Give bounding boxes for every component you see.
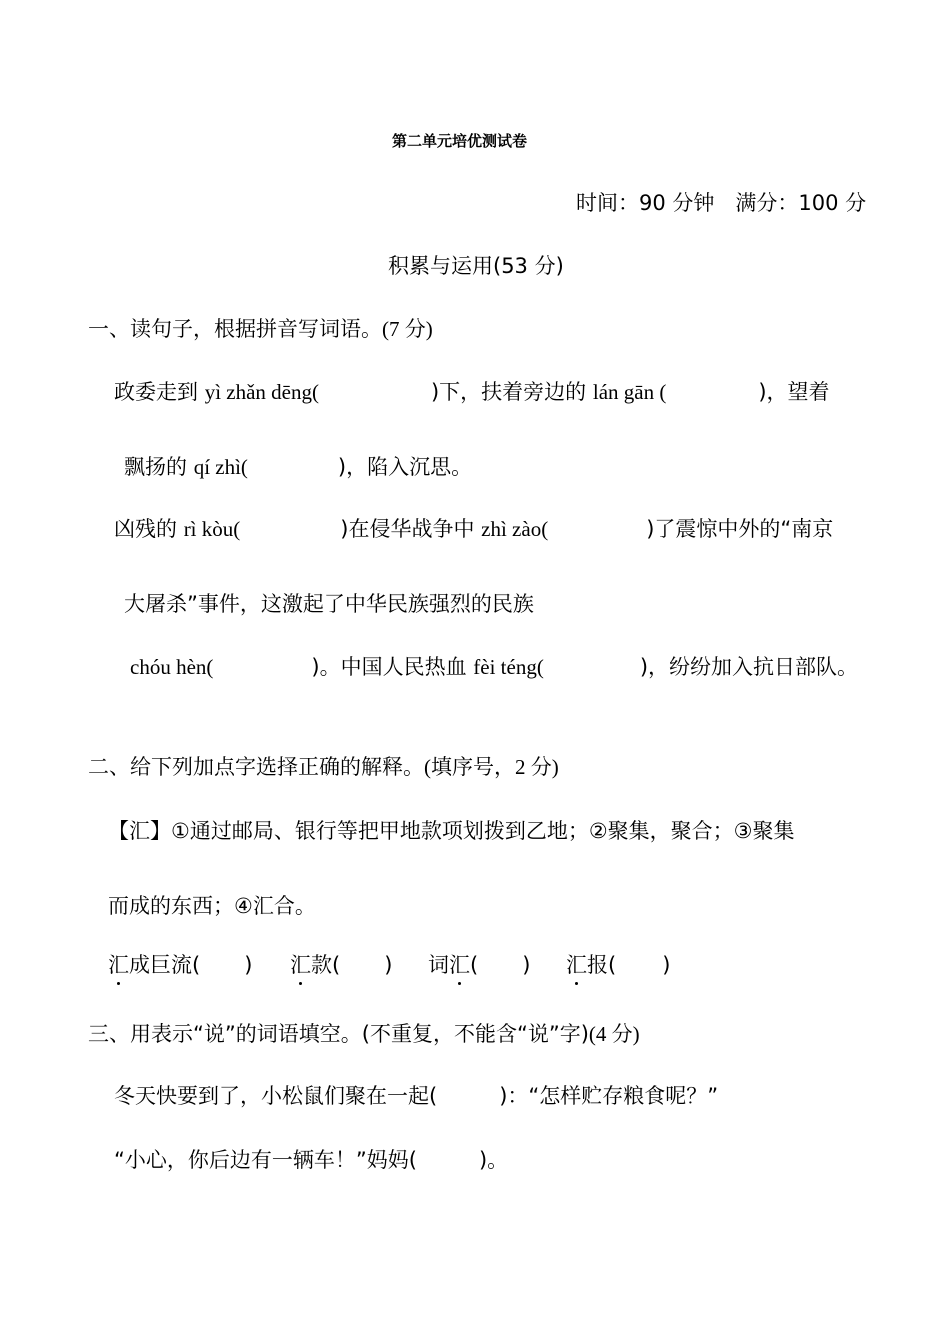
page-title: 第二单元培优测试卷 bbox=[392, 132, 528, 150]
q2-heading bbox=[88, 757, 559, 778]
time-info: 时间：90 分钟 满分：100 分 bbox=[576, 191, 867, 215]
q1-l2b: )，陷入沉思。 bbox=[337, 455, 473, 479]
q3-l2b: )。 bbox=[478, 1148, 509, 1172]
q1-l2a: 飘扬的 bbox=[124, 455, 194, 479]
dotted-char: 汇 bbox=[566, 953, 587, 977]
q1-line-3 bbox=[114, 519, 833, 540]
pinyin-chou-hen: chóu hèn( bbox=[130, 655, 214, 679]
q3-heading bbox=[88, 1024, 640, 1045]
dotted-char: 汇 bbox=[449, 953, 470, 977]
pinyin-fei-teng: fèi téng( bbox=[473, 655, 544, 679]
q1-l1a: 政委走到 bbox=[114, 380, 205, 404]
pinyin-qi-zhi: qí zhì( bbox=[193, 455, 248, 479]
q1-l5b: )，纷纷加入抗日部队。 bbox=[639, 655, 859, 679]
q1-l3b: )在侵华战争中 bbox=[340, 517, 482, 541]
q2-w3-first: 词 bbox=[428, 953, 449, 977]
q2-w3-close: ) bbox=[522, 953, 531, 977]
q2-heading-text: 二、给下列加点字选择正确的解释。 bbox=[88, 755, 424, 779]
q3-line-1 bbox=[114, 1086, 718, 1107]
section-title-text: 积累与运用(53 分) bbox=[388, 254, 564, 278]
q3-l1a: 冬天快要到了，小松鼠们聚在一起( bbox=[114, 1084, 438, 1108]
q2-word-2 bbox=[290, 955, 392, 976]
pinyin-zhi-zao: zhì zào( bbox=[481, 517, 549, 541]
dotted-char: 汇 bbox=[108, 953, 129, 977]
q1-l1c: )，望着 bbox=[758, 380, 830, 404]
q2-word-1 bbox=[108, 955, 252, 976]
pinyin-lan-gan: lán gān ( bbox=[592, 380, 667, 404]
q2-w2-close: ) bbox=[384, 953, 393, 977]
q3-line-2 bbox=[114, 1150, 508, 1171]
pinyin-yi-zhan-deng: yì zhǎn dēng( bbox=[204, 380, 319, 404]
q3-heading-text: 三、用表示“说”的词语填空。(不重复，不能含“说”字) bbox=[88, 1022, 589, 1046]
q1-line-1 bbox=[114, 382, 830, 403]
q3-l2a: “小心，你后边有一辆车！”妈妈( bbox=[114, 1148, 417, 1172]
q1-heading bbox=[88, 319, 433, 340]
q1-heading-text: 一、读句子，根据拼音写词语。 bbox=[88, 317, 382, 341]
q1-l3c: )了震惊中外的“南京 bbox=[646, 517, 834, 541]
q1-l3a: 凶残的 bbox=[114, 517, 184, 541]
q1-l1b: )下，扶着旁边的 bbox=[430, 380, 593, 404]
q2-w4-close: ) bbox=[662, 953, 671, 977]
q3-score: (4 分) bbox=[588, 1022, 640, 1046]
q3-l1b: )：“怎样贮存粮食呢？” bbox=[499, 1084, 719, 1108]
dotted-char: 汇 bbox=[290, 953, 311, 977]
q2-word-3 bbox=[428, 955, 530, 976]
q2-w1-close: ) bbox=[244, 953, 253, 977]
q2-w4-rest: 报( bbox=[587, 953, 617, 977]
q2-word-4 bbox=[566, 955, 670, 976]
q2-score: (填序号，2 分) bbox=[424, 755, 559, 779]
pinyin-ri-kou: rì kòu( bbox=[183, 517, 241, 541]
q2-definition-1: 【汇】①通过邮局、银行等把甲地款项划拨到乙地；②聚集，聚合；③聚集 bbox=[108, 819, 795, 843]
q1-line-2 bbox=[124, 457, 472, 478]
q2-definition-2: 而成的东西；④汇合。 bbox=[108, 894, 316, 918]
q1-line-5 bbox=[130, 657, 858, 678]
q2-w3-open: ( bbox=[470, 953, 479, 977]
q1-line-4: 大屠杀”事件，这激起了中华民族强烈的民族 bbox=[124, 592, 534, 616]
q1-score: (7 分) bbox=[382, 317, 433, 341]
q1-l5a: )。中国人民热血 bbox=[311, 655, 474, 679]
q2-w1-rest: 成巨流( bbox=[129, 953, 201, 977]
q2-w2-rest: 款( bbox=[311, 953, 341, 977]
section-title bbox=[388, 256, 564, 277]
